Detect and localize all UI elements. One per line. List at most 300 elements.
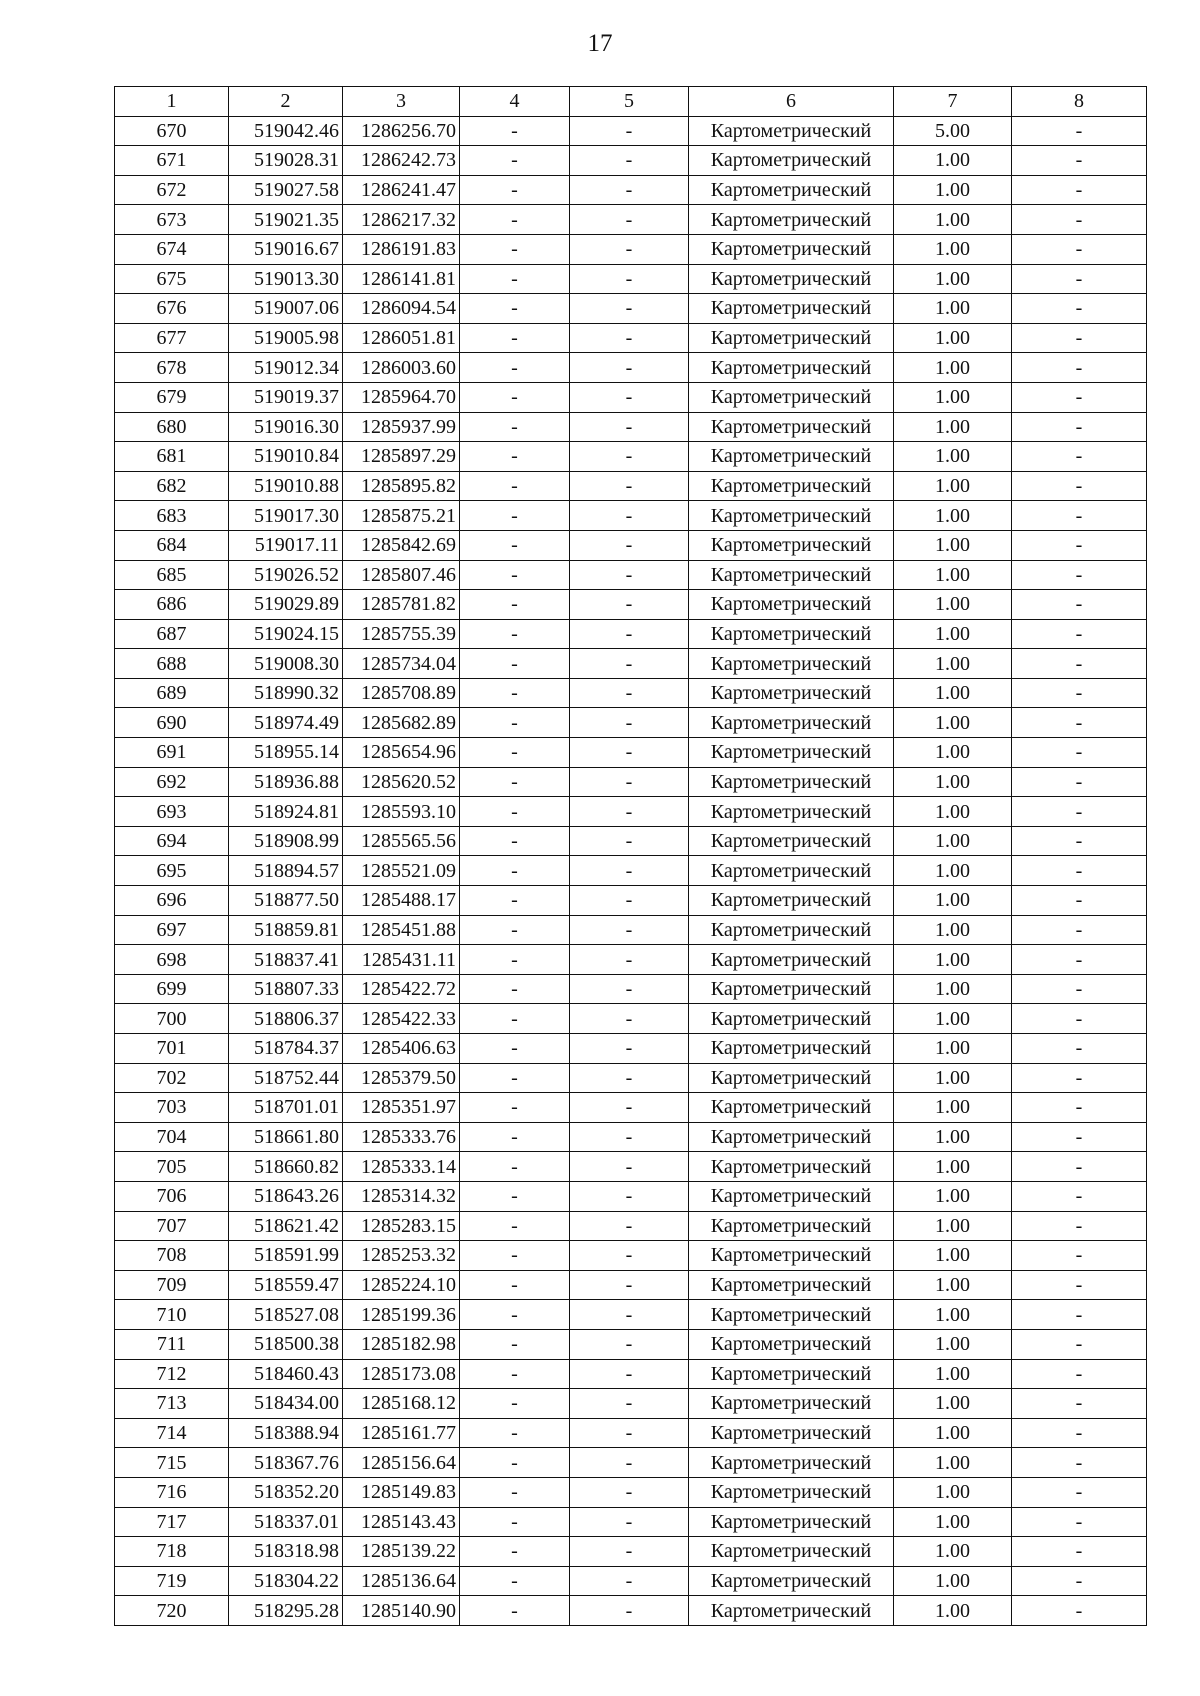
table-row — [115, 501, 1147, 531]
column-5-cell: - — [570, 1034, 689, 1064]
column-8-cell: - — [1012, 797, 1147, 827]
y-coordinate-cell: 1285182.98 — [343, 1329, 460, 1359]
column-4-cell: - — [460, 649, 570, 679]
y-coordinate-cell: 1285593.10 — [343, 797, 460, 827]
y-coordinate-cell: 1285422.33 — [343, 1004, 460, 1034]
point-number-cell: 681 — [115, 442, 229, 472]
method-cell: Картометрический — [689, 974, 894, 1004]
table-row — [115, 974, 1147, 1004]
accuracy-cell: 1.00 — [894, 205, 1012, 235]
method-cell: Картометрический — [689, 234, 894, 264]
table-row — [115, 1418, 1147, 1448]
method-cell: Картометрический — [689, 1477, 894, 1507]
point-number-cell: 672 — [115, 175, 229, 205]
column-5-cell: - — [570, 856, 689, 886]
column-5-cell: - — [570, 1093, 689, 1123]
point-number-cell: 711 — [115, 1329, 229, 1359]
column-5-cell: - — [570, 1477, 689, 1507]
point-number-cell: 703 — [115, 1093, 229, 1123]
column-4-cell: - — [460, 1004, 570, 1034]
column-4-cell: - — [460, 915, 570, 945]
x-coordinate-cell: 518807.33 — [229, 974, 343, 1004]
accuracy-cell: 1.00 — [894, 1300, 1012, 1330]
x-coordinate-cell: 518990.32 — [229, 678, 343, 708]
table-row — [115, 738, 1147, 768]
point-number-cell: 691 — [115, 738, 229, 768]
column-4-cell: - — [460, 382, 570, 412]
column-5-cell: - — [570, 619, 689, 649]
y-coordinate-cell: 1286191.83 — [343, 234, 460, 264]
x-coordinate-cell: 518367.76 — [229, 1448, 343, 1478]
column-4-cell: - — [460, 1389, 570, 1419]
y-coordinate-cell: 1285654.96 — [343, 738, 460, 768]
column-5-cell: - — [570, 116, 689, 146]
accuracy-cell: 1.00 — [894, 1034, 1012, 1064]
column-8-cell: - — [1012, 1093, 1147, 1123]
column-5-cell: - — [570, 560, 689, 590]
point-number-cell: 685 — [115, 560, 229, 590]
y-coordinate-cell: 1285897.29 — [343, 442, 460, 472]
column-8-cell: - — [1012, 915, 1147, 945]
y-coordinate-cell: 1285406.63 — [343, 1034, 460, 1064]
x-coordinate-cell: 518591.99 — [229, 1241, 343, 1271]
x-coordinate-cell: 518559.47 — [229, 1270, 343, 1300]
column-5-cell: - — [570, 1507, 689, 1537]
column-5-cell: - — [570, 294, 689, 324]
accuracy-cell: 1.00 — [894, 264, 1012, 294]
table-row — [115, 1359, 1147, 1389]
column-5-cell: - — [570, 1122, 689, 1152]
point-number-cell: 679 — [115, 382, 229, 412]
point-number-cell: 671 — [115, 146, 229, 176]
point-number-cell: 699 — [115, 974, 229, 1004]
y-coordinate-cell: 1285161.77 — [343, 1418, 460, 1448]
table-row — [115, 1566, 1147, 1596]
point-number-cell: 709 — [115, 1270, 229, 1300]
column-5-cell: - — [570, 1389, 689, 1419]
column-8-cell: - — [1012, 1507, 1147, 1537]
table-row — [115, 1093, 1147, 1123]
method-cell: Картометрический — [689, 826, 894, 856]
accuracy-cell: 1.00 — [894, 886, 1012, 916]
column-4-cell: - — [460, 590, 570, 620]
accuracy-cell: 1.00 — [894, 856, 1012, 886]
y-coordinate-cell: 1285488.17 — [343, 886, 460, 916]
x-coordinate-cell: 519021.35 — [229, 205, 343, 235]
column-4-cell: - — [460, 1211, 570, 1241]
table-row — [115, 1596, 1147, 1626]
x-coordinate-cell: 519010.84 — [229, 442, 343, 472]
table-row — [115, 1034, 1147, 1064]
column-4-cell: - — [460, 619, 570, 649]
column-header-2: 2 — [229, 87, 343, 117]
accuracy-cell: 1.00 — [894, 1596, 1012, 1626]
column-5-cell: - — [570, 826, 689, 856]
column-5-cell: - — [570, 1300, 689, 1330]
x-coordinate-cell: 518621.42 — [229, 1211, 343, 1241]
column-5-cell: - — [570, 590, 689, 620]
x-coordinate-cell: 518955.14 — [229, 738, 343, 768]
point-number-cell: 704 — [115, 1122, 229, 1152]
y-coordinate-cell: 1285139.22 — [343, 1537, 460, 1567]
column-5-cell: - — [570, 649, 689, 679]
column-8-cell: - — [1012, 590, 1147, 620]
accuracy-cell: 1.00 — [894, 1566, 1012, 1596]
y-coordinate-cell: 1285379.50 — [343, 1063, 460, 1093]
method-cell: Картометрический — [689, 1034, 894, 1064]
method-cell: Картометрический — [689, 1566, 894, 1596]
method-cell: Картометрический — [689, 501, 894, 531]
accuracy-cell: 1.00 — [894, 175, 1012, 205]
y-coordinate-cell: 1286242.73 — [343, 146, 460, 176]
x-coordinate-cell: 518337.01 — [229, 1507, 343, 1537]
x-coordinate-cell: 518434.00 — [229, 1389, 343, 1419]
method-cell: Картометрический — [689, 264, 894, 294]
accuracy-cell: 1.00 — [894, 234, 1012, 264]
column-4-cell: - — [460, 175, 570, 205]
column-8-cell: - — [1012, 856, 1147, 886]
point-number-cell: 701 — [115, 1034, 229, 1064]
x-coordinate-cell: 519019.37 — [229, 382, 343, 412]
accuracy-cell: 1.00 — [894, 797, 1012, 827]
method-cell: Картометрический — [689, 1537, 894, 1567]
column-8-cell: - — [1012, 264, 1147, 294]
point-number-cell: 687 — [115, 619, 229, 649]
table-row — [115, 264, 1147, 294]
column-8-cell: - — [1012, 619, 1147, 649]
x-coordinate-cell: 518924.81 — [229, 797, 343, 827]
y-coordinate-cell: 1285314.32 — [343, 1181, 460, 1211]
y-coordinate-cell: 1285937.99 — [343, 412, 460, 442]
y-coordinate-cell: 1286217.32 — [343, 205, 460, 235]
point-number-cell: 719 — [115, 1566, 229, 1596]
y-coordinate-cell: 1285351.97 — [343, 1093, 460, 1123]
column-5-cell: - — [570, 915, 689, 945]
table-row — [115, 471, 1147, 501]
column-5-cell: - — [570, 382, 689, 412]
column-8-cell: - — [1012, 1329, 1147, 1359]
y-coordinate-cell: 1286256.70 — [343, 116, 460, 146]
table-row — [115, 915, 1147, 945]
table-row — [115, 1329, 1147, 1359]
column-header-7: 7 — [894, 87, 1012, 117]
column-4-cell: - — [460, 323, 570, 353]
column-5-cell: - — [570, 708, 689, 738]
accuracy-cell: 1.00 — [894, 323, 1012, 353]
point-number-cell: 713 — [115, 1389, 229, 1419]
column-8-cell: - — [1012, 1448, 1147, 1478]
table-row — [115, 560, 1147, 590]
y-coordinate-cell: 1285708.89 — [343, 678, 460, 708]
column-8-cell: - — [1012, 678, 1147, 708]
table-row — [115, 1004, 1147, 1034]
x-coordinate-cell: 518661.80 — [229, 1122, 343, 1152]
accuracy-cell: 1.00 — [894, 767, 1012, 797]
accuracy-cell: 1.00 — [894, 501, 1012, 531]
y-coordinate-cell: 1285682.89 — [343, 708, 460, 738]
column-5-cell: - — [570, 1537, 689, 1567]
column-4-cell: - — [460, 1152, 570, 1182]
column-header-4: 4 — [460, 87, 570, 117]
y-coordinate-cell: 1285875.21 — [343, 501, 460, 531]
point-number-cell: 708 — [115, 1241, 229, 1271]
method-cell: Картометрический — [689, 353, 894, 383]
x-coordinate-cell: 519012.34 — [229, 353, 343, 383]
table-row — [115, 530, 1147, 560]
column-4-cell: - — [460, 1537, 570, 1567]
point-number-cell: 674 — [115, 234, 229, 264]
y-coordinate-cell: 1285173.08 — [343, 1359, 460, 1389]
column-8-cell: - — [1012, 471, 1147, 501]
y-coordinate-cell: 1285451.88 — [343, 915, 460, 945]
column-8-cell: - — [1012, 530, 1147, 560]
column-5-cell: - — [570, 1004, 689, 1034]
column-4-cell: - — [460, 1418, 570, 1448]
column-4-cell: - — [460, 560, 570, 590]
method-cell: Картометрический — [689, 649, 894, 679]
table-row — [115, 1211, 1147, 1241]
column-8-cell: - — [1012, 945, 1147, 975]
table-row — [115, 945, 1147, 975]
y-coordinate-cell: 1285565.56 — [343, 826, 460, 856]
x-coordinate-cell: 519016.67 — [229, 234, 343, 264]
x-coordinate-cell: 519005.98 — [229, 323, 343, 353]
y-coordinate-cell: 1285781.82 — [343, 590, 460, 620]
accuracy-cell: 1.00 — [894, 590, 1012, 620]
point-number-cell: 707 — [115, 1211, 229, 1241]
table-row — [115, 382, 1147, 412]
column-8-cell: - — [1012, 1063, 1147, 1093]
page-number: 17 — [587, 30, 613, 57]
table-row — [115, 1507, 1147, 1537]
point-number-cell: 702 — [115, 1063, 229, 1093]
y-coordinate-cell: 1286141.81 — [343, 264, 460, 294]
x-coordinate-cell: 518527.08 — [229, 1300, 343, 1330]
y-coordinate-cell: 1285807.46 — [343, 560, 460, 590]
point-number-cell: 718 — [115, 1537, 229, 1567]
table-row — [115, 412, 1147, 442]
point-number-cell: 705 — [115, 1152, 229, 1182]
table-row — [115, 442, 1147, 472]
column-8-cell: - — [1012, 1181, 1147, 1211]
column-4-cell: - — [460, 1181, 570, 1211]
method-cell: Картометрический — [689, 678, 894, 708]
method-cell: Картометрический — [689, 1093, 894, 1123]
column-4-cell: - — [460, 353, 570, 383]
point-number-cell: 715 — [115, 1448, 229, 1478]
point-number-cell: 678 — [115, 353, 229, 383]
column-8-cell: - — [1012, 1211, 1147, 1241]
column-8-cell: - — [1012, 649, 1147, 679]
column-8-cell: - — [1012, 1122, 1147, 1152]
accuracy-cell: 1.00 — [894, 530, 1012, 560]
column-5-cell: - — [570, 1596, 689, 1626]
x-coordinate-cell: 518388.94 — [229, 1418, 343, 1448]
column-4-cell: - — [460, 1241, 570, 1271]
method-cell: Картометрический — [689, 1122, 894, 1152]
column-4-cell: - — [460, 767, 570, 797]
x-coordinate-cell: 519016.30 — [229, 412, 343, 442]
method-cell: Картометрический — [689, 1418, 894, 1448]
accuracy-cell: 1.00 — [894, 412, 1012, 442]
method-cell: Картометрический — [689, 767, 894, 797]
accuracy-cell: 1.00 — [894, 1329, 1012, 1359]
column-8-cell: - — [1012, 1270, 1147, 1300]
y-coordinate-cell: 1285253.32 — [343, 1241, 460, 1271]
column-8-cell: - — [1012, 442, 1147, 472]
column-8-cell: - — [1012, 1418, 1147, 1448]
column-4-cell: - — [460, 826, 570, 856]
table-row — [115, 294, 1147, 324]
column-4-cell: - — [460, 886, 570, 916]
column-8-cell: - — [1012, 175, 1147, 205]
method-cell: Картометрический — [689, 1004, 894, 1034]
column-4-cell: - — [460, 1448, 570, 1478]
accuracy-cell: 1.00 — [894, 1063, 1012, 1093]
x-coordinate-cell: 518908.99 — [229, 826, 343, 856]
method-cell: Картометрический — [689, 146, 894, 176]
method-cell: Картометрический — [689, 116, 894, 146]
table-row — [115, 1241, 1147, 1271]
column-5-cell: - — [570, 1448, 689, 1478]
column-5-cell: - — [570, 1152, 689, 1182]
point-number-cell: 677 — [115, 323, 229, 353]
column-8-cell: - — [1012, 146, 1147, 176]
column-5-cell: - — [570, 974, 689, 1004]
method-cell: Картометрический — [689, 1300, 894, 1330]
table-row — [115, 1270, 1147, 1300]
table-row — [115, 146, 1147, 176]
y-coordinate-cell: 1285199.36 — [343, 1300, 460, 1330]
column-5-cell: - — [570, 412, 689, 442]
column-5-cell: - — [570, 1418, 689, 1448]
column-8-cell: - — [1012, 323, 1147, 353]
column-5-cell: - — [570, 767, 689, 797]
table-row — [115, 678, 1147, 708]
column-4-cell: - — [460, 974, 570, 1004]
column-5-cell: - — [570, 886, 689, 916]
column-8-cell: - — [1012, 116, 1147, 146]
column-4-cell: - — [460, 1034, 570, 1064]
column-8-cell: - — [1012, 738, 1147, 768]
table-row — [115, 856, 1147, 886]
x-coordinate-cell: 518784.37 — [229, 1034, 343, 1064]
point-number-cell: 693 — [115, 797, 229, 827]
x-coordinate-cell: 518859.81 — [229, 915, 343, 945]
method-cell: Картометрический — [689, 382, 894, 412]
method-cell: Картометрический — [689, 530, 894, 560]
column-header-8: 8 — [1012, 87, 1147, 117]
x-coordinate-cell: 518877.50 — [229, 886, 343, 916]
point-number-cell: 706 — [115, 1181, 229, 1211]
method-cell: Картометрический — [689, 915, 894, 945]
column-8-cell: - — [1012, 1034, 1147, 1064]
column-header-1: 1 — [115, 87, 229, 117]
column-8-cell: - — [1012, 1241, 1147, 1271]
y-coordinate-cell: 1285333.76 — [343, 1122, 460, 1152]
point-number-cell: 670 — [115, 116, 229, 146]
column-4-cell: - — [460, 442, 570, 472]
x-coordinate-cell: 518974.49 — [229, 708, 343, 738]
column-5-cell: - — [570, 501, 689, 531]
x-coordinate-cell: 518701.01 — [229, 1093, 343, 1123]
accuracy-cell: 1.00 — [894, 1389, 1012, 1419]
y-coordinate-cell: 1285143.43 — [343, 1507, 460, 1537]
point-number-cell: 698 — [115, 945, 229, 975]
column-8-cell: - — [1012, 294, 1147, 324]
table-row — [115, 1181, 1147, 1211]
column-8-cell: - — [1012, 1596, 1147, 1626]
column-5-cell: - — [570, 353, 689, 383]
column-8-cell: - — [1012, 1359, 1147, 1389]
table-row — [115, 1537, 1147, 1567]
point-number-cell: 690 — [115, 708, 229, 738]
table-row — [115, 619, 1147, 649]
point-number-cell: 697 — [115, 915, 229, 945]
column-5-cell: - — [570, 205, 689, 235]
point-number-cell: 692 — [115, 767, 229, 797]
column-5-cell: - — [570, 797, 689, 827]
accuracy-cell: 5.00 — [894, 116, 1012, 146]
column-5-cell: - — [570, 678, 689, 708]
x-coordinate-cell: 519028.31 — [229, 146, 343, 176]
table-row — [115, 767, 1147, 797]
method-cell: Картометрический — [689, 175, 894, 205]
y-coordinate-cell: 1285283.15 — [343, 1211, 460, 1241]
column-8-cell: - — [1012, 234, 1147, 264]
accuracy-cell: 1.00 — [894, 1448, 1012, 1478]
column-4-cell: - — [460, 678, 570, 708]
column-8-cell: - — [1012, 205, 1147, 235]
column-4-cell: - — [460, 501, 570, 531]
accuracy-cell: 1.00 — [894, 1004, 1012, 1034]
accuracy-cell: 1.00 — [894, 1093, 1012, 1123]
column-5-cell: - — [570, 1270, 689, 1300]
accuracy-cell: 1.00 — [894, 1418, 1012, 1448]
column-4-cell: - — [460, 945, 570, 975]
column-4-cell: - — [460, 1329, 570, 1359]
x-coordinate-cell: 518318.98 — [229, 1537, 343, 1567]
y-coordinate-cell: 1285842.69 — [343, 530, 460, 560]
point-number-cell: 720 — [115, 1596, 229, 1626]
y-coordinate-cell: 1285333.14 — [343, 1152, 460, 1182]
column-4-cell: - — [460, 234, 570, 264]
column-header-5: 5 — [570, 87, 689, 117]
accuracy-cell: 1.00 — [894, 826, 1012, 856]
accuracy-cell: 1.00 — [894, 1181, 1012, 1211]
column-8-cell: - — [1012, 1566, 1147, 1596]
point-number-cell: 696 — [115, 886, 229, 916]
method-cell: Картометрический — [689, 1596, 894, 1626]
method-cell: Картометрический — [689, 590, 894, 620]
column-4-cell: - — [460, 1566, 570, 1596]
accuracy-cell: 1.00 — [894, 974, 1012, 1004]
point-number-cell: 683 — [115, 501, 229, 531]
column-4-cell: - — [460, 294, 570, 324]
column-5-cell: - — [570, 530, 689, 560]
y-coordinate-cell: 1285431.11 — [343, 945, 460, 975]
x-coordinate-cell: 518295.28 — [229, 1596, 343, 1626]
header-row — [115, 87, 1147, 117]
x-coordinate-cell: 518500.38 — [229, 1329, 343, 1359]
accuracy-cell: 1.00 — [894, 945, 1012, 975]
column-5-cell: - — [570, 323, 689, 353]
column-4-cell: - — [460, 1093, 570, 1123]
method-cell: Картометрический — [689, 560, 894, 590]
accuracy-cell: 1.00 — [894, 1477, 1012, 1507]
x-coordinate-cell: 518304.22 — [229, 1566, 343, 1596]
point-number-cell: 686 — [115, 590, 229, 620]
